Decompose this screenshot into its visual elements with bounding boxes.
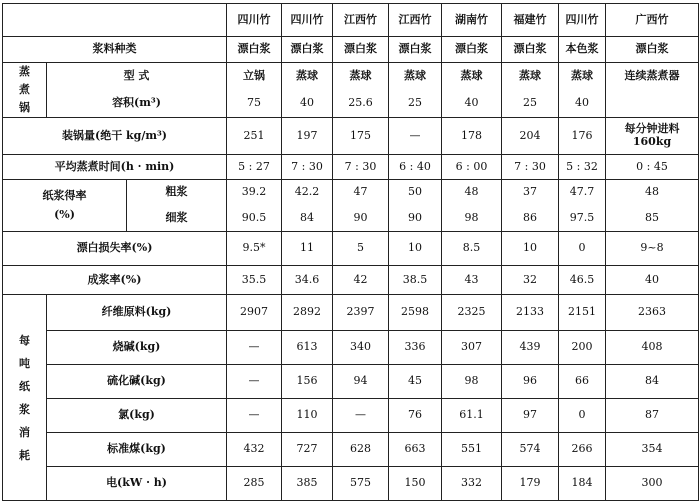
consumption-value: 551 (442, 433, 502, 467)
header-region: 四川竹 (559, 4, 606, 37)
consumption-value: 156 (282, 365, 333, 399)
yield-crude-value: 37 (502, 180, 559, 206)
consumption-value: 727 (282, 433, 333, 467)
yield-crude-value: 47 (333, 180, 389, 206)
consumption-value: 300 (606, 467, 699, 501)
consumption-label: 烧碱(kg) (47, 331, 227, 365)
consumption-row (3, 399, 699, 433)
pulp-type-value: 漂白浆 (227, 37, 282, 63)
yield-fine-value: 84 (282, 206, 333, 232)
consumption-label: 电(kW · h) (47, 467, 227, 501)
digester-type-value: 蒸球 (502, 63, 559, 89)
consumption-value: 66 (559, 365, 606, 399)
bleach-loss-value: 9.5* (227, 232, 282, 266)
header-region: 江西竹 (389, 4, 442, 37)
yield-crude-value: 42.2 (282, 180, 333, 206)
consumption-row (3, 295, 699, 331)
bleach-loss-value: 0 (559, 232, 606, 266)
load-value: 176 (559, 118, 606, 155)
consumption-value: 574 (502, 433, 559, 467)
consumption-value: 76 (389, 399, 442, 433)
cook-time-value: 0 : 45 (606, 155, 699, 180)
yield-label (3, 180, 127, 232)
consumption-value: 628 (333, 433, 389, 467)
cook-time-value: 6 : 40 (389, 155, 442, 180)
header-region: 广西竹 (606, 4, 699, 37)
load-guangxi-cell (606, 118, 699, 155)
digester-volume-value: 40 (559, 89, 606, 118)
consumption-value: 45 (389, 365, 442, 399)
consumption-value: 96 (502, 365, 559, 399)
digester-volume-label: 容积(m³) (47, 89, 227, 118)
digester-volume-value: 25 (502, 89, 559, 118)
digester-type-value: 立锅 (227, 63, 282, 89)
load-value: 175 (333, 118, 389, 155)
load-label: 装锅量(绝干 kg/m³) (3, 118, 227, 155)
consumption-value: 200 (559, 331, 606, 365)
consumption-value: — (227, 365, 282, 399)
cook-time-value: 7 : 30 (333, 155, 389, 180)
header-region: 四川竹 (282, 4, 333, 37)
load-value: — (389, 118, 442, 155)
yield-fine-value: 90 (333, 206, 389, 232)
consumption-value: 94 (333, 365, 389, 399)
consumption-value: 266 (559, 433, 606, 467)
yield-fine-value: 98 (442, 206, 502, 232)
bleach-loss-value: 10 (502, 232, 559, 266)
header-region: 福建竹 (502, 4, 559, 37)
pulp-rate-value: 42 (333, 266, 389, 295)
cook-time-value: 5 : 27 (227, 155, 282, 180)
consumption-value: 613 (282, 331, 333, 365)
digester-type-row (3, 63, 699, 89)
pulp-type-value: 漂白浆 (442, 37, 502, 63)
pulp-rate-value: 40 (606, 266, 699, 295)
header-row (3, 4, 699, 37)
consumption-value: 2397 (333, 295, 389, 331)
consumption-value: 184 (559, 467, 606, 501)
consumption-value: 2907 (227, 295, 282, 331)
consumption-value: — (227, 331, 282, 365)
yield-crude-value: 47.7 (559, 180, 606, 206)
load-row (3, 118, 699, 155)
cook-time-value: 7 : 30 (502, 155, 559, 180)
consumption-value: 87 (606, 399, 699, 433)
consumption-value: 307 (442, 331, 502, 365)
pulp-rate-label: 成浆率(%) (3, 266, 227, 295)
consumption-value: 575 (333, 467, 389, 501)
cook-time-value: 6 : 00 (442, 155, 502, 180)
digester-group-label: 蒸煮锅 (3, 63, 47, 118)
consumption-value: 2151 (559, 295, 606, 331)
consumption-value: 2325 (442, 295, 502, 331)
yield-fine-value: 97.5 (559, 206, 606, 232)
header-blank-cell (3, 4, 227, 37)
digester-volume-row (3, 89, 699, 118)
digester-volume-value: 75 (227, 89, 282, 118)
digester-type-value: 蒸球 (282, 63, 333, 89)
pulp-rate-value: 34.6 (282, 266, 333, 295)
consumption-row (3, 433, 699, 467)
consumption-value: — (227, 399, 282, 433)
digester-volume-value: 40 (282, 89, 333, 118)
pulp-type-value: 漂白浆 (502, 37, 559, 63)
yield-crude-value: 50 (389, 180, 442, 206)
consumption-value: 663 (389, 433, 442, 467)
digester-type-value: 连续蒸煮器 (606, 63, 699, 89)
yield-label-line2: (%) (54, 207, 75, 221)
pulp-type-value: 漂白浆 (333, 37, 389, 63)
yield-crude-value: 48 (442, 180, 502, 206)
consumption-label: 氯(kg) (47, 399, 227, 433)
load-guangxi-line2: 160kg (632, 135, 672, 148)
yield-crude-value: 39.2 (227, 180, 282, 206)
consumption-value: 285 (227, 467, 282, 501)
pulp-rate-value: 38.5 (389, 266, 442, 295)
consumption-row (3, 365, 699, 399)
pulp-rate-value: 43 (442, 266, 502, 295)
consumption-value: 2363 (606, 295, 699, 331)
bleach-loss-value: 11 (282, 232, 333, 266)
yield-crude-row (3, 180, 699, 206)
bleach-loss-row (3, 232, 699, 266)
yield-crude-value: 48 (606, 180, 699, 206)
digester-type-value: 蒸球 (442, 63, 502, 89)
consumption-row (3, 331, 699, 365)
yield-crude-label: 粗浆 (127, 180, 227, 206)
yield-fine-value: 90 (389, 206, 442, 232)
cook-time-label: 平均蒸煮时间(h · min) (3, 155, 227, 180)
digester-volume-value: 25.6 (333, 89, 389, 118)
yield-fine-value: 85 (606, 206, 699, 232)
digester-type-value: 蒸球 (333, 63, 389, 89)
consumption-value: 110 (282, 399, 333, 433)
consumption-value: 179 (502, 467, 559, 501)
pulp-rate-row (3, 266, 699, 295)
pulp-type-value: 漂白浆 (389, 37, 442, 63)
yield-fine-value: 86 (502, 206, 559, 232)
consumption-value: 408 (606, 331, 699, 365)
digester-type-value: 蒸球 (559, 63, 606, 89)
digester-type-label: 型 式 (47, 63, 227, 89)
digester-volume-value: 25 (389, 89, 442, 118)
consumption-value: 432 (227, 433, 282, 467)
digester-volume-value (606, 89, 699, 118)
cook-time-row (3, 155, 699, 180)
consumption-value: 2598 (389, 295, 442, 331)
consumption-value: 354 (606, 433, 699, 467)
consumption-group-label: 每吨纸浆消耗 (3, 295, 47, 501)
load-value: 178 (442, 118, 502, 155)
bamboo-pulping-data-table (2, 3, 699, 501)
yield-fine-value: 90.5 (227, 206, 282, 232)
consumption-value: 84 (606, 365, 699, 399)
consumption-value: 61.1 (442, 399, 502, 433)
bleach-loss-label: 漂白损失率(%) (3, 232, 227, 266)
consumption-value: 0 (559, 399, 606, 433)
consumption-value: 332 (442, 467, 502, 501)
pulp-rate-value: 35.5 (227, 266, 282, 295)
consumption-label: 纤维原料(kg) (47, 295, 227, 331)
header-region: 湖南竹 (442, 4, 502, 37)
pulp-type-value: 漂白浆 (606, 37, 699, 63)
consumption-value: 97 (502, 399, 559, 433)
pulp-rate-value: 32 (502, 266, 559, 295)
header-region: 江西竹 (333, 4, 389, 37)
consumption-value: 340 (333, 331, 389, 365)
load-value: 197 (282, 118, 333, 155)
yield-fine-label: 细浆 (127, 206, 227, 232)
bleach-loss-value: 10 (389, 232, 442, 266)
consumption-value: 2133 (502, 295, 559, 331)
consumption-label: 标准煤(kg) (47, 433, 227, 467)
load-value: 204 (502, 118, 559, 155)
digester-volume-value: 40 (442, 89, 502, 118)
cook-time-value: 5 : 32 (559, 155, 606, 180)
consumption-label: 硫化碱(kg) (47, 365, 227, 399)
bleach-loss-value: 9~8 (606, 232, 699, 266)
consumption-value: 150 (389, 467, 442, 501)
consumption-value: — (333, 399, 389, 433)
consumption-row (3, 467, 699, 501)
consumption-value: 385 (282, 467, 333, 501)
consumption-value: 336 (389, 331, 442, 365)
pulp-type-value: 漂白浆 (282, 37, 333, 63)
bleach-loss-value: 8.5 (442, 232, 502, 266)
load-value: 251 (227, 118, 282, 155)
consumption-value: 439 (502, 331, 559, 365)
cook-time-value: 7 : 30 (282, 155, 333, 180)
bleach-loss-value: 5 (333, 232, 389, 266)
pulp-type-label: 浆料种类 (3, 37, 227, 63)
consumption-value: 98 (442, 365, 502, 399)
pulp-rate-value: 46.5 (559, 266, 606, 295)
pulp-type-value: 本色浆 (559, 37, 606, 63)
pulp-type-row (3, 37, 699, 63)
load-guangxi-line1: 每分钟进料 (624, 122, 680, 136)
yield-label-line1: 纸浆得率 (42, 188, 87, 202)
digester-type-value: 蒸球 (389, 63, 442, 89)
consumption-value: 2892 (282, 295, 333, 331)
header-region: 四川竹 (227, 4, 282, 37)
